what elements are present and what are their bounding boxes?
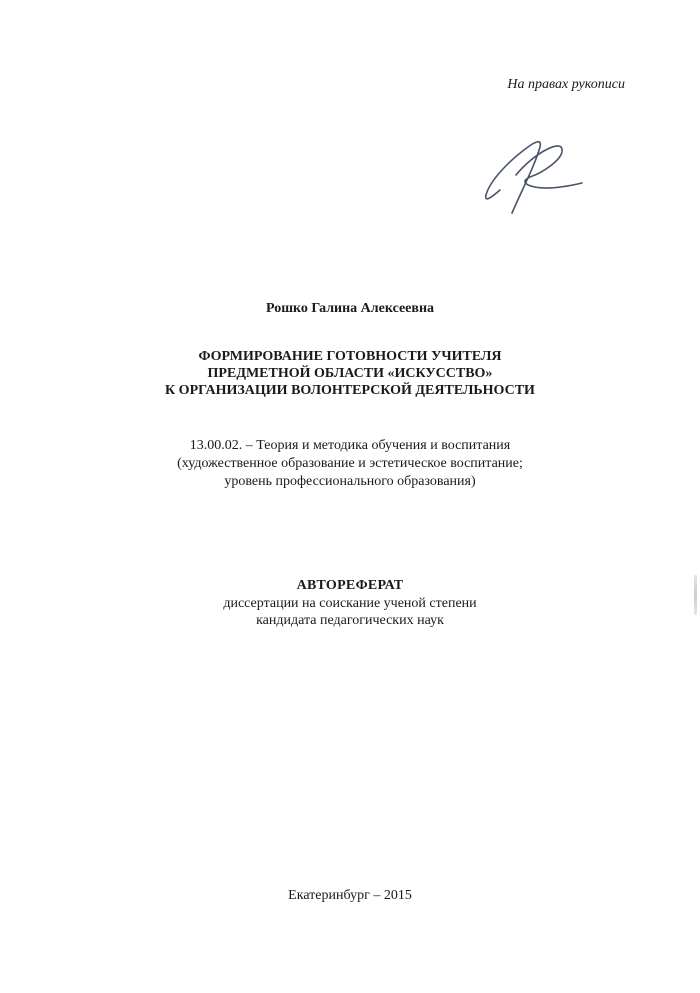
scan-edge-mark: [694, 575, 697, 615]
abstract-desc-line: диссертации на соискание ученой степени: [223, 596, 477, 611]
title-line: К ОРГАНИЗАЦИИ ВОЛОНТЕРСКОЙ ДЕЯТЕЛЬНОСТИ: [165, 383, 535, 398]
dissertation-title: [0, 348, 700, 399]
specialty-line: уровень профессионального образования): [224, 474, 476, 489]
title-line: ПРЕДМЕТНОЙ ОБЛАСТИ «ИСКУССТВО»: [207, 366, 493, 381]
abstract-label: АВТОРЕФЕРАТ: [296, 578, 404, 593]
abstract-description: [0, 595, 700, 629]
title-line: ФОРМИРОВАНИЕ ГОТОВНОСТИ УЧИТЕЛЯ: [198, 349, 502, 364]
author-signature: [470, 125, 590, 225]
specialty-line: (художественное образование и эстетическое воспитание;: [177, 456, 523, 471]
city-year: Екатеринбург – 2015: [288, 888, 412, 903]
author-name: Рошко Галина Алексеевна: [265, 301, 435, 316]
specialty-line: 13.00.02. – Теория и методика обучения и воспитания: [189, 438, 511, 453]
rights-note: На правах рукописи: [507, 77, 625, 92]
specialty-block: [0, 437, 700, 491]
abstract-desc-line: кандидата педагогических наук: [256, 613, 444, 628]
